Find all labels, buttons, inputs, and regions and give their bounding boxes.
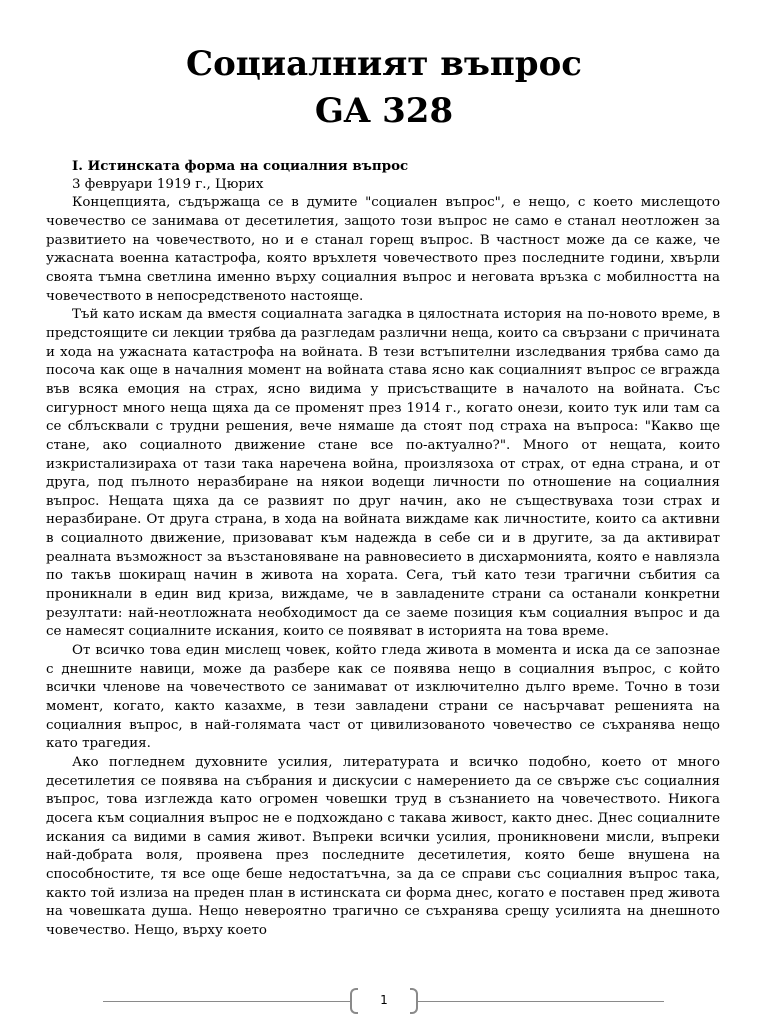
- paragraph: Ако погледнем духовните усилия, литературата и всичко подобно, което от много десетилетия се появява на събрания и дискусии с намерението да се свърже със социалния въпрос, това изглежда като огромен човешки труд в съзнанието на човечеството. Никога досега към социалния въпрос не е подхождано с такава живост, както днес. Днес социалните искания са видими в самия живот. Въпреки всички усилия, проникновени мисли, въпреки най-добрата воля, проявена през последните десетилетия, която беше внушена на способностите, тя все още беше недостатъчна, за да се справи със социалния въпрос така, както той излиза на преден план в истинската си форма днес, когато е поставен пред живота на човешката душа. Нещо невероятно трагично се съхранява срещу усилията на днешното човечество. Нещо, върху което: [46, 755, 720, 938]
- page-number-bracket-right: [410, 988, 418, 1014]
- lecture-date: 3 февруари 1919 г., Цюрих: [72, 176, 264, 192]
- paragraph: От всичко това един мислещ човек, който гледа живота в момента и иска да се запознае с днешните навици, може да разбере как се появява нещо в социалния въпрос, с който всички членове на човечеството се занимават от изключително дълго време. Точно в този момент, когато, както казахме, в тези завладени страни се насърчават решенията на социалния въпрос, в най-голямата част от цивилизованото човечество се съхранява нещо като трагедия.: [46, 643, 720, 752]
- page-number: 1: [380, 993, 388, 1007]
- page-number-bracket-left: [350, 988, 358, 1014]
- document-body: [46, 157, 720, 941]
- document-code: GA 328: [314, 91, 454, 131]
- section-heading: I. Истинската форма на социалния въпрос: [72, 158, 409, 174]
- footer-rule-right: [418, 1001, 664, 1002]
- footer-rule-left: [103, 1001, 350, 1002]
- document-title: Социалният въпрос: [186, 44, 582, 84]
- paragraph: Тъй като искам да вместя социалната загадка в цялостната история на по-новото време, в предстоящите си лекции трябва да разгледам различни неща, които са свързани с причината и хода на ужасната катастрофа на войната. В тези встъпителни изследвания трябва само да посоча как още в началния момент на войната става ясно как социалният въпрос се вгражда във всяка емоция на страх, ясно видима у присъстващите в началото на войната. Със сигурност много неща щяха да се променят през 1914 г., когато онези, които тук или там са се сблъсквали с трудни решения, вече нямаше да стоят под страха на въпроса: "Какво ще стане, ако социалното движение стане все по-актуално?". Много от нещата, които изкристализираха от тази така наречена война, произлязоха от страх, от една страна, и от друга, под пълното неразбиране на някои водещи личности по отношение на социалния въпрос. Нещата щяха да се развият по друг начин, ако не съществуваха този страх и неразбиране. От друга страна, в хода на войната виждаме как личностите, които са активни в социалното движение, призовават към надежда в себе си и в другите, за да активират реалната възможност за възстановяване на равновесието в дисхармонията, която е навлязла по такъв шокиращ начин в живота на хората. Сега, тъй като тези трагични събития са проникнали в един вид криза, виждаме, че в завладените страни са останали конкретни резултати: най-неотложната необходимост да се заеме позиция към социалния въпрос и да се намесят социалните искания, които се появяват в историята на това време.: [46, 307, 720, 640]
- paragraph: Концепцията, съдържаща се в думите "социален въпрос", е нещо, с което мислещото човечество се занимава от десетилетия, защото този въпрос не само е станал неотложен за развитието на човечеството, но и е станал горещ въпрос. В частност може да се каже, че ужасната военна катастрофа, която връхлетя човечеството през последните години, хвърли своята тъмна светлина именно върху социалния въпрос и неговата връзка с мобилността на човечеството в непосредственото настояще.: [46, 195, 720, 304]
